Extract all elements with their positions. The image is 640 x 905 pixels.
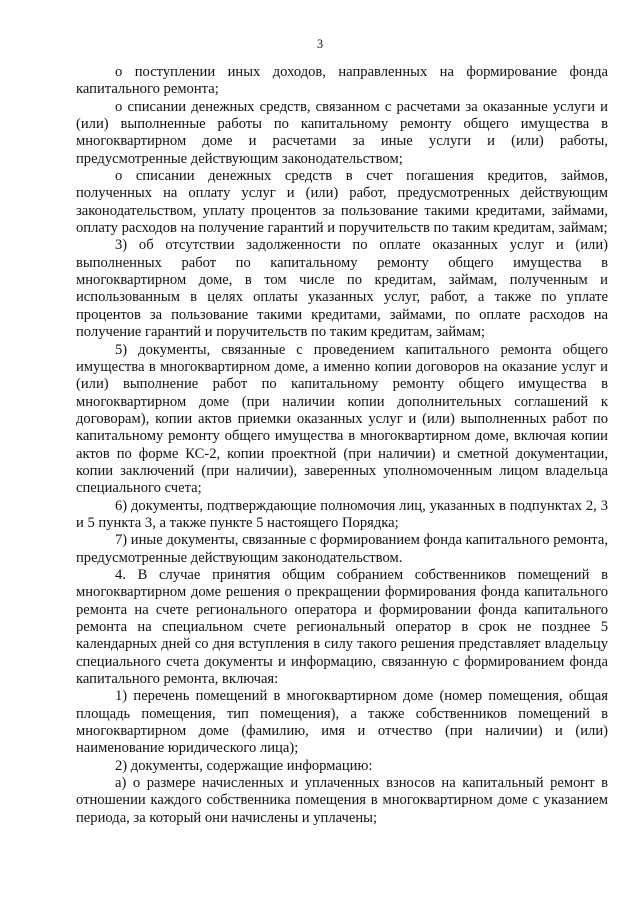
paragraph: 3) об отсутствии задолженности по оплате оказанных услуг и (или) выполненных работ по капитальному ремонту общего имущества в многоквартирном доме, в том числе по кредитам, займам, полученным и использованным в целях оплаты указанных услуг, работ, а также по уплате процентов за пользование такими кредитами, займами, по оплате расходов на получение гарантий и поручительств по таким кредитам, займам;	[76, 237, 608, 341]
paragraph: 4. В случае принятия общим собранием собственников помещений в многоквартирном доме решения о прекращении формирования фонда капитального ремонта на счете регионального оператора и формировании фонда капитального ремонта на специальном счете региональный оператор в срок не позднее 5 календарных дней со дня вступления в силу такого решения представляет владельцу специального счета документы и информацию, связанную с формированием фонда капитального ремонта, включая:	[76, 566, 608, 688]
paragraph: о списании денежных средств, связанном с расчетами за оказанные услуги и (или) выполненные работы по капитальному ремонту общего имущества в многоквартирном доме и расчетами за иные услуги и (или) работы, предусмотренные действующим законодательством;	[76, 98, 608, 167]
paragraph: а) о размере начисленных и уплаченных взносов на капитальный ремонт в отношении каждого собственника помещения в многоквартирном доме с указанием периода, за который они начислены и уплачены;	[76, 775, 608, 826]
paragraph: о поступлении иных доходов, направленных на формирование фонда капитального ремонта;	[76, 64, 608, 98]
paragraph: 2) документы, содержащие информацию:	[115, 757, 373, 774]
paragraph: 1) перечень помещений в многоквартирном доме (номер помещения, общая площадь помещения, тип помещения), а также собственников помещений в многоквартирном доме (фамилию, имя и отчество (при наличии) и (или) наименование юридического лица);	[76, 688, 608, 757]
paragraph: 7) иные документы, связанные с формированием фонда капитального ремонта, предусмотренные действующим законодательством.	[76, 532, 608, 566]
document-body	[76, 64, 608, 827]
paragraph: 5) документы, связанные с проведением капитального ремонта общего имущества в многоквартирном доме, а именно копии договоров на оказание услуг и (или) выполнение работ по капитальному ремонту общего имущества в многоквартирном доме (при наличии копии дополнительных соглашений к договорам), копии актов приемки оказанных услуг и (или) выполненных работ по капитальному ремонту общего имущества в многоквартирном доме, включая копии актов по форме КС-2, копии проектной (при наличии) и сметной документации, копии заключений (при наличии), заверенных уполномоченным лицом владельца специального счета;	[76, 341, 608, 497]
paragraph: о списании денежных средств в счет погашения кредитов, займов, полученных на оплату услуг и (или) работ, предусмотренных действующим законодательством, уплату процентов за пользование такими кредитами, займами, оплату расходов на получение гарантий и поручительств по таким кредитам, займам;	[76, 168, 608, 237]
paragraph: 6) документы, подтверждающие полномочия лиц, указанных в подпунктах 2, 3 и 5 пункта 3, а также пункте 5 настоящего Порядка;	[76, 497, 608, 531]
page-number: 3	[316, 37, 324, 51]
